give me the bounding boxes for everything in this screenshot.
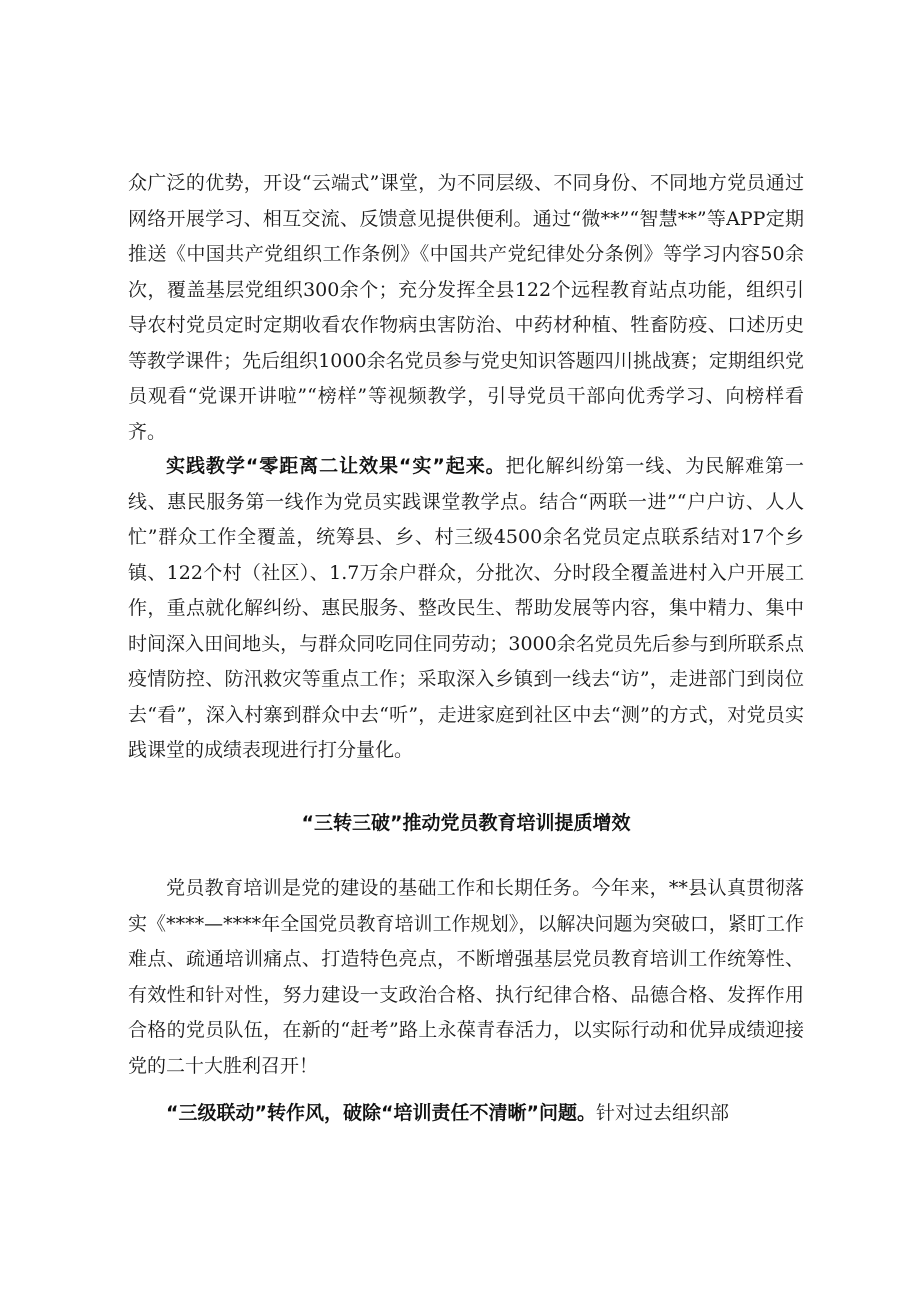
paragraph-online-learning [128, 166, 804, 450]
paragraph-text: 把化解纠纷第一线、为民解难第一线、惠民服务第一线作为党员实践课堂教学点。结合“两联一进”“户户访、人人忙”群众工作全覆盖，统筹县、乡、村三级4500余名党员定点联系结对17个乡镇、122个村（社区）、1.7万余户群众，分批次、分时段全覆盖进村入户开展工作，重点就化解纠纷、惠民服务、整改民生、帮助发展等内容，集中精力、集中时间深入田间地头，与群众同吃同住同劳动；3000余名党员先后参与到所联系点疫情防控、防汛救灾等重点工作；采取深入乡镇到一线去“访”，走进部门到岗位去“看”，深入村寨到群众中去“听”，走进家庭到社区中去“测”的方式，对党员实践课堂的成绩表现进行打分量化。 [128, 455, 804, 761]
article-title: “三转三破”推动党员教育培训提质增效 [301, 812, 631, 834]
paragraph-body [128, 449, 804, 769]
paragraph-body [128, 1096, 804, 1132]
paragraph-lead-heading: “三级联动”转作风，破除“培训责任不清晰”问题。 [166, 1102, 596, 1124]
paragraph-text: 众广泛的优势，开设“云端式”课堂，为不同层级、不同身份、不同地方党员通过网络开展学习、相互交流、反馈意见提供便利。通过“微**”“智慧**”等APP定期推送《中国共产党组织工作条例》《中国共产党纪律处分条例》等学习内容50余次，覆盖基层党组织300余个；充分发挥全县122个远程教育站点功能，组织引导农村党员定时定期收看农作物病虫害防治、中药材种植、牲畜防疫、口述历史等教学课件；先后组织1000余名党员参与党史知识答题四川挑战赛；定期组织党员观看“党课开讲啦”“榜样”等视频教学，引导党员干部向优秀学习、向榜样看齐。 [128, 172, 804, 443]
paragraph-text: 针对过去组织部 [595, 1102, 729, 1124]
paragraph-text: 党员教育培训是党的建设的基础工作和长期任务。今年来，**县认真贯彻落实《****—****年全国党员教育培训工作规划》，以解决问题为突破口，紧盯工作难点、疏通培训痛点、打造特色亮点，不断增强基层党员教育培训工作统筹性、有效性和针对性，努力建设一支政治合格、执行纪律合格、品德合格、发挥作用合格的党员队伍，在新的“赶考”路上永葆青春活力，以实际行动和优异成绩迎接党的二十大胜利召开！ [128, 877, 804, 1077]
paragraph-introduction [128, 871, 804, 1084]
paragraph-three-level-linkage [128, 1096, 804, 1132]
paragraph-lead-heading: 实践教学“零距离二让效果“实”起来。 [166, 455, 506, 477]
paragraph-practice-teaching [128, 449, 804, 769]
